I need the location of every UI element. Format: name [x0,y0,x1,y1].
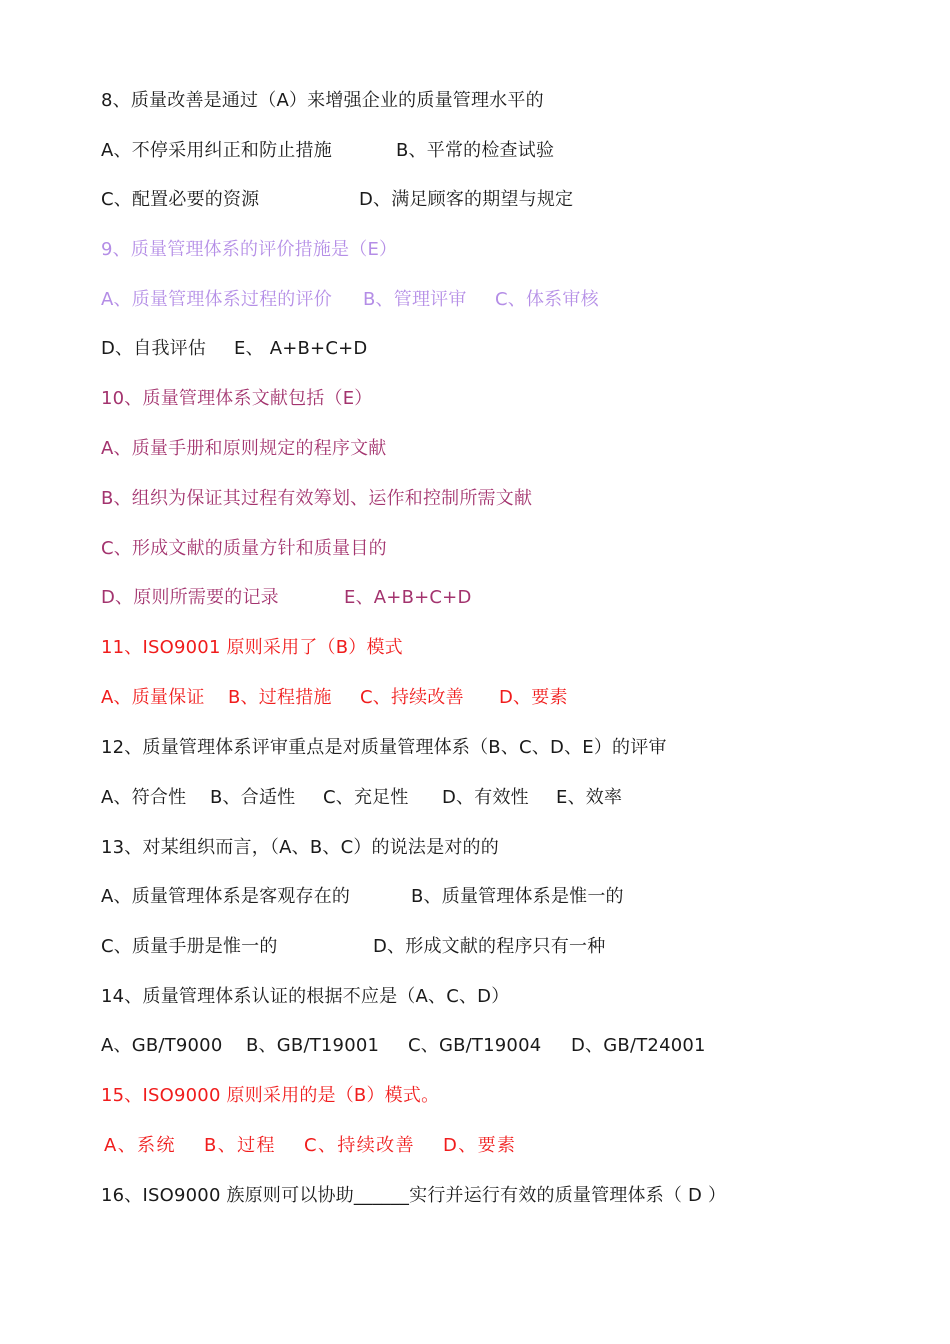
option-text: D、有效性 [442,787,529,808]
line-text: 9、质量管理体系的评价措施是（E） [101,239,398,260]
option-text: C、持续改善 [304,1135,415,1156]
option-text: B、管理评审 [363,289,467,310]
option-text: E、 A+B+C+D [234,338,368,359]
option-text: C、质量手册是惟一的 [101,936,278,957]
option-text: B、过程措施 [228,687,332,708]
option-text: C、GB/T19004 [408,1035,542,1056]
option-text: B、GB/T19001 [246,1035,380,1056]
line-text: 11、ISO9001 原则采用了（B）模式 [101,637,403,658]
option-text: E、A+B+C+D [344,587,472,608]
line-text: 16、ISO9000 族原则可以协助______实行并运行有效的质量管理体系（ D ） [101,1185,727,1206]
option-text: E、效率 [556,787,623,808]
line-text: C、形成文献的质量方针和质量目的 [101,538,387,559]
line-text: 10、质量管理体系文献包括（E） [101,388,373,409]
option-text: B、平常的检查试验 [396,140,555,161]
option-text: D、原则所需要的记录 [101,587,279,608]
option-text: D、要素 [443,1135,517,1156]
option-text: A、质量管理体系过程的评价 [101,289,332,310]
option-text: A、质量保证 [101,687,205,708]
option-text: B、过程 [204,1135,276,1156]
option-text: C、持续改善 [360,687,464,708]
line-text: 14、质量管理体系认证的根据不应是（A、C、D） [101,986,510,1007]
option-text: D、自我评估 [101,338,207,359]
option-text: D、满足顾客的期望与规定 [359,189,574,210]
option-text: A、系统 [104,1135,176,1156]
option-text: D、GB/T24001 [571,1035,706,1056]
option-text: C、配置必要的资源 [101,189,260,210]
line-text: 8、质量改善是通过（A）来增强企业的质量管理水平的 [101,90,544,111]
option-text: A、符合性 [101,787,187,808]
line-text: 13、对某组织而言，（A、B、C）的说法是对的的 [101,837,499,858]
option-text: B、质量管理体系是惟一的 [411,886,624,907]
option-text: C、充足性 [323,787,409,808]
line-text: 12、质量管理体系评审重点是对质量管理体系（B、C、D、E）的评审 [101,737,667,758]
option-text: A、GB/T9000 [101,1035,223,1056]
option-text: C、体系审核 [495,289,599,310]
line-text: B、组织为保证其过程有效筹划、运作和控制所需文献 [101,488,533,509]
line-text: A、质量手册和原则规定的程序文献 [101,438,387,459]
option-text: B、合适性 [210,787,296,808]
line-text: 15、ISO9000 原则采用的是（B）模式。 [101,1085,440,1106]
option-text: D、形成文献的程序只有一种 [373,936,606,957]
option-text: D、要素 [499,687,568,708]
option-text: A、不停采用纠正和防止措施 [101,140,332,161]
option-text: A、质量管理体系是客观存在的 [101,886,351,907]
